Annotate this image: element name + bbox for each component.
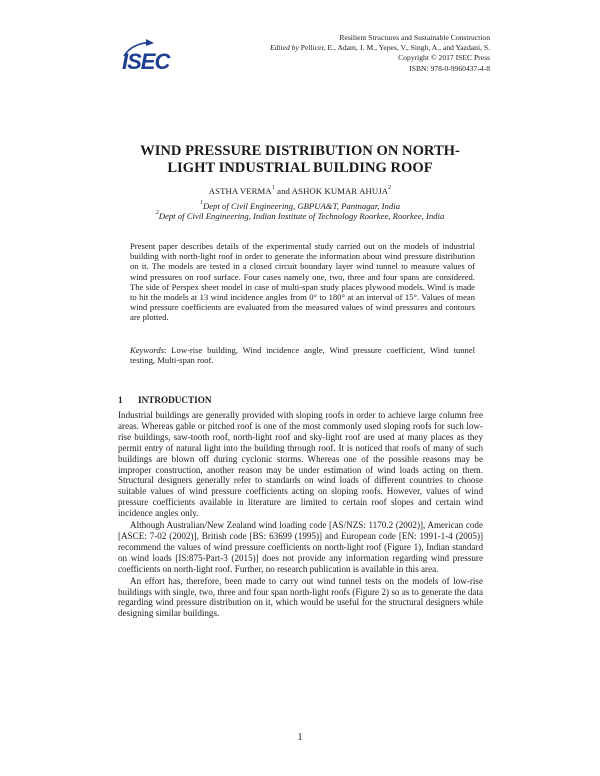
copyright: Copyright © 2017 ISEC Press (398, 53, 490, 63)
section-heading (118, 395, 212, 405)
title-line-1: WIND PRESSURE DISTRIBUTION ON NORTH- (140, 143, 460, 159)
author-2-sup: 2 (388, 185, 392, 191)
proceedings-header (190, 33, 490, 74)
editors: Pellicer, E., Adam, J. M., Yepes, V., Singh, A., and Yazdani, S. (300, 43, 490, 53)
keywords (130, 345, 475, 365)
author-1: ASTHA VERMA (208, 186, 272, 196)
paper-title (70, 143, 530, 177)
paragraph-1: Industrial buildings are generally provided with sloping roofs in order to achieve large column free areas. Whereas gable or pitched roof is one of the most commonly used sloping roofs for such low-rise buildings, saw-tooth roof, north-light roof and sky-light roof are used at many places as they permit entry of natural light into the building through roof. It is noticed that roofs of many of such buildings are blown off during cyclonic storms. Whereas one of the possible reasons may be improper construction, another reason may be under estimation of wind loads acting on them. Structural designers generally refer to standards on wind loads of different countries to choose suitable values of wind pressure coefficients acting on sloping roofs. However, values of wind pressure coefficients available in literature are limited to certain roof slopes and certain wind incidence angles only. (118, 410, 483, 519)
affiliation-2-text: Dept of Civil Engineering, Indian Institute of Technology Roorkee, Roorkee, India (158, 211, 445, 221)
affiliation-1-text: Dept of Civil Engineering, GBPUA&T, Pantnagar, India (203, 201, 400, 211)
isbn: ISBN: 978-0-9960437-4-8 (409, 63, 490, 73)
affiliation-1-sup: 1 (200, 200, 203, 206)
affiliation-1 (0, 201, 600, 211)
isec-logo (118, 36, 196, 76)
section-number: 1 (118, 395, 123, 405)
paragraph-2: Although Australian/New Zealand wind loading code [AS/NZS: 1170.2 (2002)], American code [ASCE: 7-02 (2002)], British code [BS: 63699 (1995)] and European code [EN: 1991-1-4 (2005)] recommend the values of wind pressure coefficients on north-light roof (Figure 1), Indian standard on wind loads [IS:875-Part-3 (2015)] does not provide any information regarding wind pressure coefficients on north-light roof. Further, no research publication is available in this area. (118, 520, 483, 574)
abstract: Present paper describes details of the experimental study carried out on the models of industrial building with north-light roof in order to generate the information about wind pressure distribution on it. The models are tested in a closed circuit boundary layer wind tunnel to measure values of wind pressures on roof surface. Four cases namely one, two, three and four spans are considered. The side of Perspex sheet model in case of multi-span study places plywood models. Wind is made to hit the models at 13 wind incidence angles from 0° to 180° at an interval of 15°. Values of mean wind pressure coefficients are evaluated from the measured values of wind pressures and contours are plotted. (130, 241, 475, 323)
author-1-sup: 1 (271, 185, 275, 191)
affiliation-2-sup: 2 (155, 210, 159, 216)
affiliation-2 (0, 211, 600, 221)
page-number: 1 (297, 732, 303, 743)
editors-line (190, 43, 490, 53)
book-title: Resilient Structures and Sustainable Construction (339, 33, 490, 42)
logo-text: ISEC (122, 49, 170, 74)
author-2: ASHOK KUMAR AHUJA (291, 186, 389, 196)
body-text (118, 410, 483, 619)
edited-label: Edited by (269, 43, 299, 53)
title-line-2: LIGHT INDUSTRIAL BUILDING ROOF (167, 160, 433, 176)
paragraph-3: An effort has, therefore, been made to carry out wind tunnel tests on the models of low-rise buildings with single, two, three and four span north-light roofs (Figure 2) so as to generate the data regarding wind pressure distribution on it, which would be useful for the structural designers while designing similar buildings. (118, 575, 483, 619)
and-text: and (277, 186, 290, 196)
section-title: INTRODUCTION (138, 395, 212, 405)
author-line (0, 186, 600, 196)
keywords-label: Keywords (130, 345, 165, 355)
keywords-text: : Low-rise building, Wind incidence angle, Wind pressure coefficient, Wind tunnel testing, Multi-span roof. (130, 345, 475, 366)
